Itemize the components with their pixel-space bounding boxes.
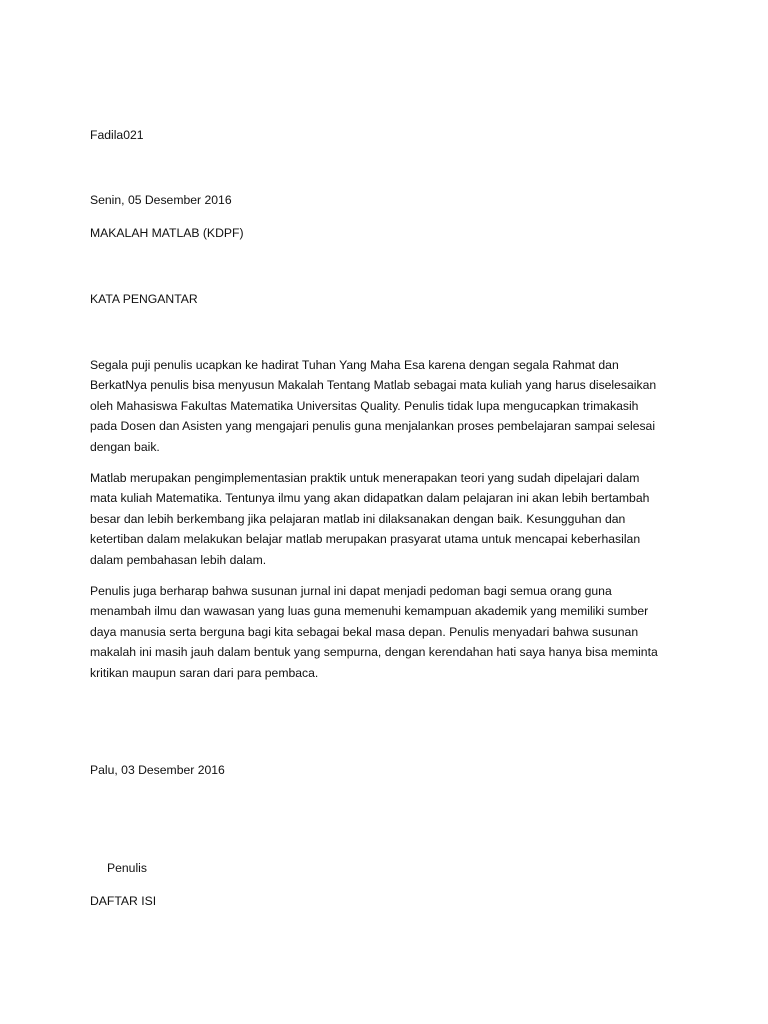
paragraph-line: kritikan maupun saran dari para pembaca. [90, 665, 319, 680]
paragraph-line: ketertiban dalam melakukan belajar matlab merupakan prasyarat utama untuk mencapai keberhasilan [90, 532, 641, 547]
paragraph-line: dalam pembahasan lebih dalam. [90, 552, 267, 567]
paragraph-line: Segala puji penulis ucapkan ke hadirat Tuhan Yang Maha Esa karena dengan segala Rahmat dan [90, 358, 619, 372]
paragraph-2 [90, 468, 680, 570]
doc-title: MAKALAH MATLAB (KDPF) [90, 226, 244, 240]
paragraph-line: dengan baik. [90, 439, 160, 454]
paragraph-line: pada Dosen dan Asisten yang mengajari penulis guna menjalankan proses pembelajaran sampai selesai [90, 419, 656, 434]
paragraph-line: Matlab merupakan pengimplementasian praktik untuk menerapakan teori yang sudah dipelajari dalam [90, 471, 640, 485]
paragraph-line: daya manusia serta berguna bagi kita sebagai bekal masa depan. Penulis menyadari bahwa susunan [90, 624, 639, 639]
paragraph-line: oleh Mahasiswa Fakultas Matematika Universitas Quality. Penulis tidak lupa mengucapkan trimakasih [90, 398, 639, 413]
signature: Penulis [107, 861, 147, 875]
section-heading: KATA PENGANTAR [90, 292, 198, 306]
author-id: Fadila021 [90, 128, 144, 142]
date-top: Senin, 05 Desember 2016 [90, 193, 232, 207]
next-heading: DAFTAR ISI [90, 894, 157, 908]
paragraph-3 [90, 581, 680, 683]
paragraph-line: besar dan lebih berkembang jika pelajaran matlab ini dilaksanakan dengan baik. Kesungguhan dan [90, 511, 626, 526]
paragraph-line: menambah ilmu dan wawasan yang luas guna memenuhi kemampuan akademik yang memiliki sumber [90, 604, 649, 619]
paragraph-line: mata kuliah Matematika. Tentunya ilmu yang akan didapatkan dalam pelajaran ini akan lebih bertambah [90, 491, 650, 506]
paragraph-1 [90, 355, 680, 457]
paragraph-line: makalah ini masih jauh dalam bentuk yang sempurna, dengan kerendahan hati saya hanya bisa meminta [90, 645, 658, 660]
paragraph-line: BerkatNya penulis bisa menyusun Makalah Tentang Matlab sebagai mata kuliah yang harus diselesaikan [90, 378, 657, 393]
closing-place-date: Palu, 03 Desember 2016 [90, 763, 225, 777]
paragraph-line: Penulis juga berharap bahwa susunan jurnal ini dapat menjadi pedoman bagi semua orang guna [90, 584, 612, 598]
